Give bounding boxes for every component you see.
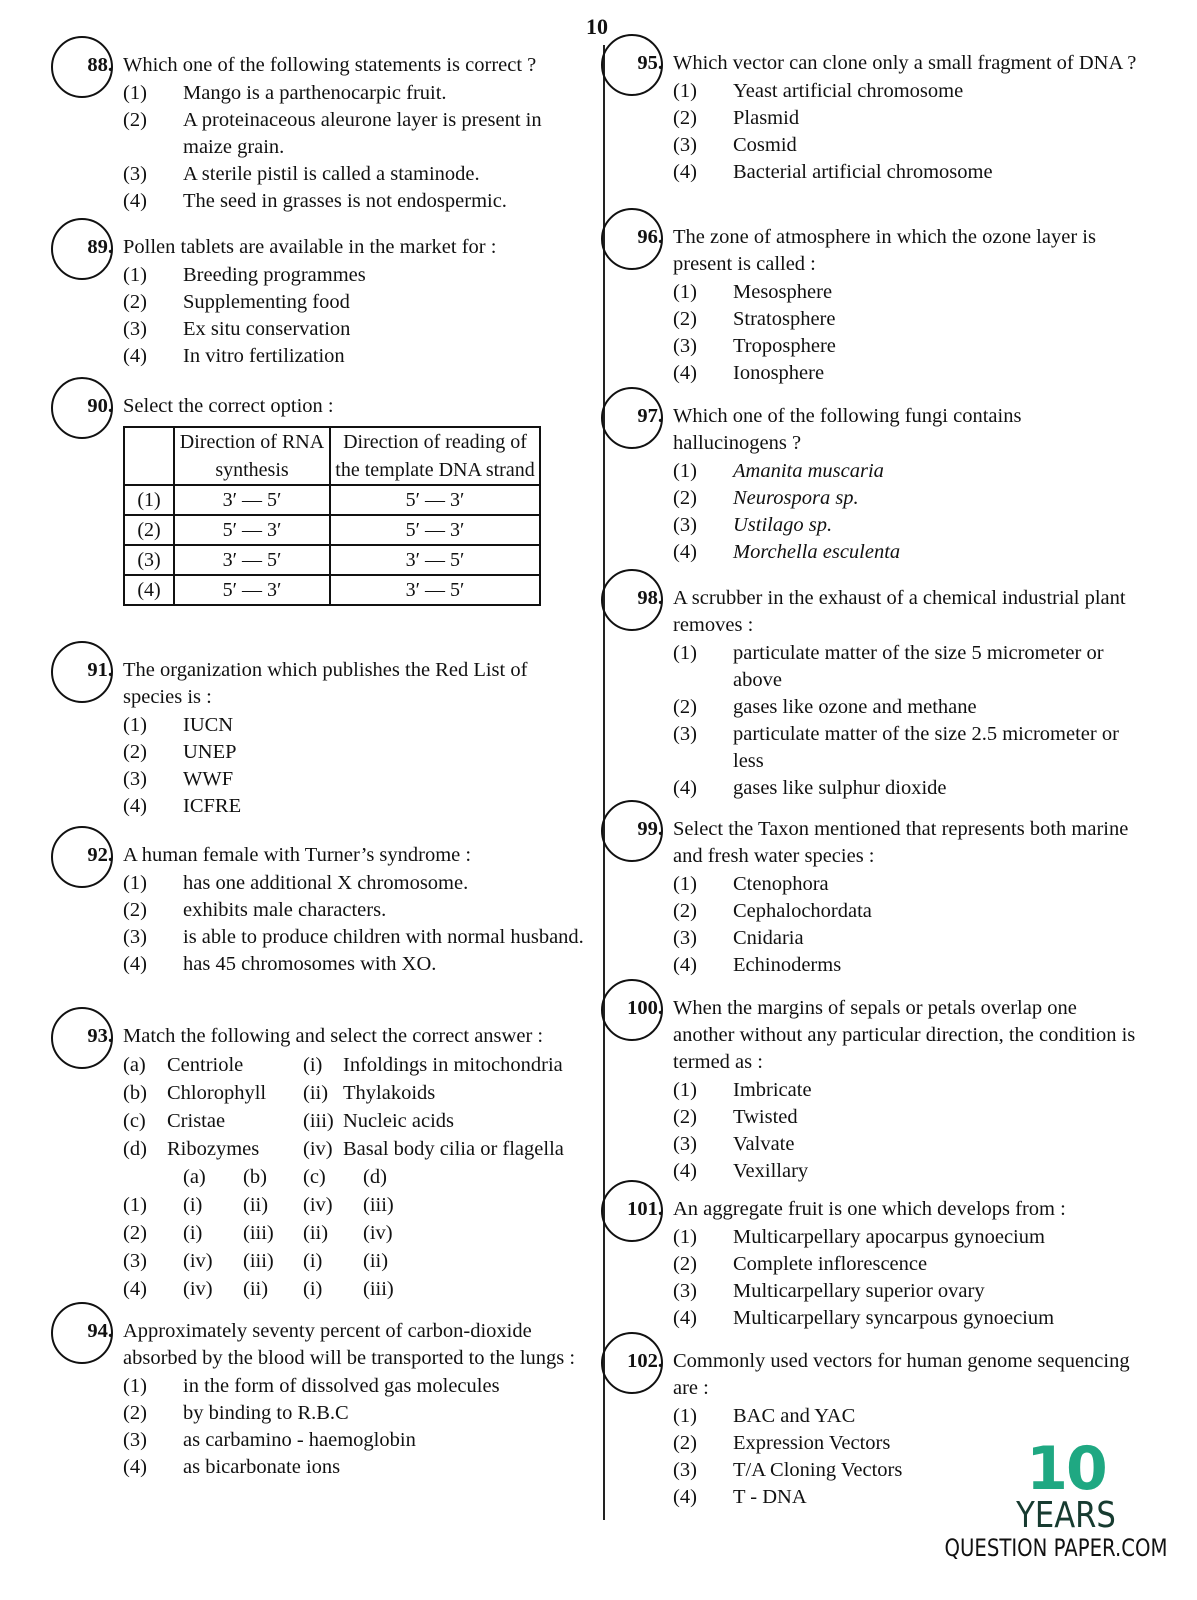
option-text: Multicarpellary syncarpous gynoecium	[733, 1307, 1055, 1329]
question-number: 88.	[87, 54, 113, 76]
option-text: Mesosphere	[733, 281, 833, 303]
table-cell: 5′ — 3′	[174, 515, 330, 545]
option-number: (3)	[123, 163, 147, 185]
option-text: Vexillary	[733, 1160, 809, 1182]
logo-site: QUESTION PAPER.COM	[944, 1534, 1168, 1562]
option-text: exhibits male characters.	[183, 899, 387, 921]
option-text: has 45 chromosomes with XO.	[183, 953, 437, 975]
answer-option	[123, 289, 588, 316]
answer-option	[123, 1427, 588, 1454]
option-text: gases like sulphur dioxide	[733, 777, 947, 799]
question-number: 102.	[627, 1350, 663, 1372]
option-text: Neurospora sp.	[733, 487, 859, 509]
answer-option	[123, 1373, 588, 1400]
question	[637, 224, 1138, 387]
option-number: (1)	[123, 82, 147, 104]
option-number: (2)	[123, 741, 147, 763]
question-number: 95.	[637, 52, 663, 74]
match-option-cell: (d)	[363, 1166, 387, 1188]
option-number: (1)	[673, 873, 697, 895]
option-text: UNEP	[183, 741, 237, 763]
option-number: (4)	[123, 345, 147, 367]
option-number: (2)	[123, 1402, 147, 1424]
match-cell: (b)	[123, 1082, 147, 1104]
match-option-cell: (iii)	[363, 1194, 394, 1216]
option-number: (2)	[673, 1253, 697, 1275]
option-number: (1)	[673, 80, 697, 102]
question	[87, 1318, 588, 1481]
match-option-cell: (i)	[183, 1194, 203, 1216]
option-text: Cnidaria	[733, 927, 804, 949]
answer-option	[673, 306, 1138, 333]
match-option-cell: (iii)	[243, 1250, 274, 1272]
question-stem: When the margins of sepals or petals overlap one another without any particular direction, the condition is termed as :	[673, 997, 1136, 1073]
match-answer-options	[123, 1163, 588, 1303]
option-number: (2)	[673, 1106, 697, 1128]
option-number: (2)	[123, 899, 147, 921]
question-number: 98.	[637, 587, 663, 609]
option-number: (4)	[123, 1456, 147, 1478]
question	[627, 1196, 1138, 1332]
question-stem: Select the correct option :	[123, 395, 334, 417]
option-text: Amanita muscaria	[733, 460, 884, 482]
match-cell: Cristae	[167, 1110, 226, 1132]
option-number: (1)	[673, 1079, 697, 1101]
table-cell: (1)	[124, 485, 174, 515]
answer-option	[673, 952, 1138, 979]
match-cell: (ii)	[303, 1082, 329, 1104]
option-text: WWF	[183, 768, 234, 790]
table-cell: (3)	[124, 545, 174, 575]
answer-option	[673, 1104, 1138, 1131]
question-number: 89.	[87, 236, 113, 258]
option-number: (4)	[673, 541, 697, 563]
option-number: (4)	[673, 1486, 697, 1508]
answer-option	[673, 640, 1138, 694]
table-cell: 5′ — 3′	[330, 515, 540, 545]
question	[87, 842, 588, 978]
option-number: (2)	[123, 291, 147, 313]
match-cell: (c)	[123, 1110, 146, 1132]
option-text: Plasmid	[733, 107, 800, 129]
table-cell: (4)	[124, 575, 174, 605]
answer-option	[673, 485, 1138, 512]
question-number: 93.	[87, 1025, 113, 1047]
answer-option	[123, 793, 588, 820]
question-stem: Which one of the following statements is correct ?	[123, 54, 537, 76]
match-option-cell: (iii)	[243, 1222, 274, 1244]
question	[637, 585, 1138, 802]
question-stem: An aggregate fruit is one which develops from :	[673, 1198, 1066, 1220]
match-option-cell	[123, 1163, 183, 1191]
answer-option	[673, 1251, 1138, 1278]
match-cell: Thylakoids	[343, 1082, 436, 1104]
option-number: (3)	[123, 318, 147, 340]
option-number: (1)	[673, 1226, 697, 1248]
option-text: Complete inflorescence	[733, 1253, 928, 1275]
option-text: Imbricate	[733, 1079, 812, 1101]
answer-option	[123, 951, 588, 978]
answer-option	[673, 1131, 1138, 1158]
answer-option	[123, 870, 588, 897]
question	[637, 403, 1138, 566]
match-option-cell: (iv)	[183, 1278, 213, 1300]
option-number: (3)	[673, 1280, 697, 1302]
table-row	[124, 515, 540, 545]
option-number: (2)	[123, 109, 147, 131]
option-number: (1)	[673, 281, 697, 303]
question	[637, 50, 1138, 186]
option-text: ICFRE	[183, 795, 242, 817]
question-stem: Which vector can clone only a small fragment of DNA ?	[673, 52, 1137, 74]
option-number: (4)	[123, 190, 147, 212]
match-option-cell: (a)	[183, 1166, 206, 1188]
question-stem: Pollen tablets are available in the market for :	[123, 236, 497, 258]
question	[637, 816, 1138, 979]
option-text: Ustilago sp.	[733, 514, 833, 536]
match-option-cell: (iv)	[303, 1194, 333, 1216]
option-text: by binding to R.B.C	[183, 1402, 349, 1424]
match-option-cell: (b)	[243, 1166, 267, 1188]
option-text: Cephalochordata	[733, 900, 872, 922]
option-number: (3)	[673, 134, 697, 156]
match-option-cell: (3)	[123, 1250, 147, 1272]
question-stem: A scrubber in the exhaust of a chemical industrial plant removes :	[673, 587, 1126, 636]
match-cell: Chlorophyll	[167, 1082, 267, 1104]
option-number: (1)	[123, 714, 147, 736]
option-number: (3)	[123, 926, 147, 948]
match-cell: (iv)	[303, 1138, 333, 1160]
question-stem: Match the following and select the correct answer :	[123, 1025, 544, 1047]
option-number: (4)	[673, 1307, 697, 1329]
table-cell: 3′ — 5′	[174, 545, 330, 575]
option-number: (2)	[673, 308, 697, 330]
match-option-cell: (i)	[183, 1222, 203, 1244]
match-option-cell: (1)	[123, 1194, 147, 1216]
match-cell: (iii)	[303, 1110, 334, 1132]
option-text: as bicarbonate ions	[183, 1456, 341, 1478]
option-text: Expression Vectors	[733, 1432, 891, 1454]
option-number: (2)	[673, 487, 697, 509]
match-option-cell: (ii)	[303, 1222, 329, 1244]
option-number: (3)	[123, 1429, 147, 1451]
question-number: 101.	[627, 1198, 663, 1220]
option-number: (1)	[123, 1375, 147, 1397]
question-number: 94.	[87, 1320, 113, 1342]
option-text: Ex situ conservation	[183, 318, 351, 340]
option-text: Ionosphere	[733, 362, 825, 384]
option-text: IUCN	[183, 714, 234, 736]
answer-option	[123, 924, 588, 951]
table-row	[124, 485, 540, 515]
table-header: Direction of RNA synthesis	[174, 427, 330, 485]
option-number: (3)	[673, 514, 697, 536]
question-stem: A human female with Turner’s syndrome :	[123, 844, 472, 866]
match-cell: Centriole	[167, 1054, 244, 1076]
match-cell: (i)	[303, 1054, 323, 1076]
table-cell: (2)	[124, 515, 174, 545]
option-number: (3)	[673, 1133, 697, 1155]
match-option-cell: (iii)	[363, 1278, 394, 1300]
match-option-cell: (ii)	[243, 1278, 269, 1300]
answer-option	[123, 739, 588, 766]
answer-option	[123, 316, 588, 343]
option-text: Yeast artificial chromosome	[733, 80, 964, 102]
option-text: In vitro fertilization	[183, 345, 345, 367]
option-text: T/A Cloning Vectors	[733, 1459, 903, 1481]
question-number: 96.	[637, 226, 663, 248]
answer-option	[673, 512, 1138, 539]
match-columns	[123, 1051, 588, 1163]
question	[87, 393, 588, 606]
answer-option	[673, 871, 1138, 898]
match-cell: Nucleic acids	[343, 1110, 454, 1132]
question	[87, 234, 588, 370]
option-text: Troposphere	[733, 335, 836, 357]
question-number: 99.	[637, 818, 663, 840]
match-option-cell: (ii)	[363, 1250, 389, 1272]
answer-option	[673, 132, 1138, 159]
logo-years: YEARS	[1016, 1495, 1116, 1536]
answer-option	[123, 107, 588, 161]
watermark-logo	[935, 1434, 1197, 1562]
table-cell: 3′ — 5′	[330, 575, 540, 605]
option-text: Echinoderms	[733, 954, 842, 976]
option-number: (2)	[673, 696, 697, 718]
question	[87, 657, 588, 820]
question-stem: Select the Taxon mentioned that represents both marine and fresh water species :	[673, 818, 1129, 867]
option-text: A sterile pistil is called a staminode.	[183, 163, 480, 185]
match-option-cell: (c)	[303, 1166, 326, 1188]
table-header	[124, 427, 174, 485]
answer-option	[673, 1077, 1138, 1104]
answer-option	[123, 80, 588, 107]
option-number: (3)	[673, 335, 697, 357]
table-row	[124, 575, 540, 605]
match-cell: Infoldings in mitochondria	[343, 1054, 563, 1076]
answer-option	[123, 766, 588, 793]
option-text: The seed in grasses is not endospermic.	[183, 190, 507, 212]
option-text: Stratosphere	[733, 308, 836, 330]
table-header: Direction of reading of the template DNA strand	[330, 427, 540, 485]
option-text: Cosmid	[733, 134, 797, 156]
option-text: in the form of dissolved gas molecules	[183, 1375, 500, 1397]
answer-option	[673, 775, 1138, 802]
direction-table	[123, 426, 541, 606]
option-number: (1)	[673, 460, 697, 482]
answer-option	[673, 333, 1138, 360]
option-text: as carbamino - haemoglobin	[183, 1429, 416, 1451]
answer-option	[123, 1400, 588, 1427]
question	[627, 995, 1138, 1185]
option-text: Bacterial artificial chromosome	[733, 161, 993, 183]
answer-option	[673, 898, 1138, 925]
match-option-cell: (ii)	[243, 1194, 269, 1216]
answer-option	[673, 1403, 1138, 1430]
question-number: 90.	[87, 395, 113, 417]
option-text: Supplementing food	[183, 291, 350, 313]
table-cell: 3′ — 5′	[174, 485, 330, 515]
answer-option	[673, 78, 1138, 105]
option-text: particulate matter of the size 2.5 micrometer or less	[733, 723, 1119, 772]
question-stem: Approximately seventy percent of carbon-dioxide absorbed by the blood will be transported to the lungs :	[123, 1320, 576, 1369]
logo-number: 10	[1026, 1434, 1106, 1504]
match-option-cell: (4)	[123, 1278, 147, 1300]
option-number: (4)	[673, 777, 697, 799]
table-row	[124, 545, 540, 575]
option-number: (1)	[673, 642, 697, 664]
match-option-cell: (i)	[303, 1250, 323, 1272]
option-text: Twisted	[733, 1106, 798, 1128]
question	[87, 1023, 588, 1303]
answer-option	[673, 105, 1138, 132]
answer-option	[673, 1158, 1138, 1185]
match-option-cell: (iv)	[363, 1222, 393, 1244]
option-text: BAC and YAC	[733, 1405, 856, 1427]
option-text: Mango is a parthenocarpic fruit.	[183, 82, 447, 104]
option-text: Multicarpellary apocarpus gynoecium	[733, 1226, 1045, 1248]
option-text: particulate matter of the size 5 micrometer or above	[733, 642, 1104, 691]
table-cell: 3′ — 5′	[330, 545, 540, 575]
answer-option	[123, 161, 588, 188]
answer-option	[123, 1454, 588, 1481]
answer-option	[673, 1305, 1138, 1332]
option-text: Valvate	[733, 1133, 795, 1155]
option-number: (4)	[123, 953, 147, 975]
option-text: Multicarpellary superior ovary	[733, 1280, 985, 1302]
option-number: (3)	[673, 1459, 697, 1481]
option-number: (2)	[673, 107, 697, 129]
option-text: is able to produce children with normal husband.	[183, 926, 584, 948]
match-cell: (a)	[123, 1054, 146, 1076]
option-number: (4)	[123, 795, 147, 817]
question-number: 91.	[87, 659, 113, 681]
question-stem: Which one of the following fungi contains hallucinogens ?	[673, 405, 1022, 454]
option-number: (4)	[673, 1160, 697, 1182]
question-stem: The zone of atmosphere in which the ozone layer is present is called :	[673, 226, 1096, 275]
answer-option	[673, 539, 1138, 566]
answer-option	[123, 262, 588, 289]
option-number: (3)	[673, 723, 697, 745]
match-option-cell: (i)	[303, 1278, 323, 1300]
question-stem: Commonly used vectors for human genome sequencing are :	[673, 1350, 1130, 1399]
answer-option	[673, 721, 1138, 775]
option-text: has one additional X chromosome.	[183, 872, 469, 894]
table-cell: 5′ — 3′	[174, 575, 330, 605]
answer-option	[123, 343, 588, 370]
match-option-cell: (2)	[123, 1222, 147, 1244]
match-cell: (d)	[123, 1138, 147, 1160]
option-number: (2)	[673, 1432, 697, 1454]
option-number: (1)	[123, 264, 147, 286]
option-number: (1)	[673, 1405, 697, 1427]
match-cell: Basal body cilia or flagella	[343, 1138, 564, 1160]
match-cell: Ribozymes	[167, 1138, 260, 1160]
answer-option	[673, 159, 1138, 186]
question	[87, 52, 588, 215]
option-number: (1)	[123, 872, 147, 894]
answer-option	[673, 360, 1138, 387]
option-text: T - DNA	[733, 1486, 807, 1508]
answer-option	[123, 712, 588, 739]
option-number: (4)	[673, 161, 697, 183]
option-text: Ctenophora	[733, 873, 829, 895]
page-number: 10	[586, 14, 608, 39]
option-text: Breeding programmes	[183, 264, 366, 286]
answer-option	[123, 897, 588, 924]
option-text: gases like ozone and methane	[733, 696, 977, 718]
question-number: 92.	[87, 844, 113, 866]
option-number: (4)	[673, 362, 697, 384]
option-number: (4)	[673, 954, 697, 976]
answer-option	[123, 188, 588, 215]
table-cell: 5′ — 3′	[330, 485, 540, 515]
option-text: A proteinaceous aleurone layer is present in maize grain.	[183, 109, 542, 158]
option-number: (2)	[673, 900, 697, 922]
question-number: 100.	[627, 997, 663, 1019]
answer-option	[673, 1278, 1138, 1305]
question-stem: The organization which publishes the Red List of species is :	[123, 659, 528, 708]
answer-option	[673, 1224, 1138, 1251]
answer-option	[673, 694, 1138, 721]
match-option-cell: (iv)	[183, 1250, 213, 1272]
answer-option	[673, 279, 1138, 306]
option-number: (3)	[673, 927, 697, 949]
option-number: (3)	[123, 768, 147, 790]
column-divider	[603, 45, 605, 1520]
answer-option	[673, 925, 1138, 952]
answer-option	[673, 458, 1138, 485]
option-text: Morchella esculenta	[733, 541, 901, 563]
question-number: 97.	[637, 405, 663, 427]
